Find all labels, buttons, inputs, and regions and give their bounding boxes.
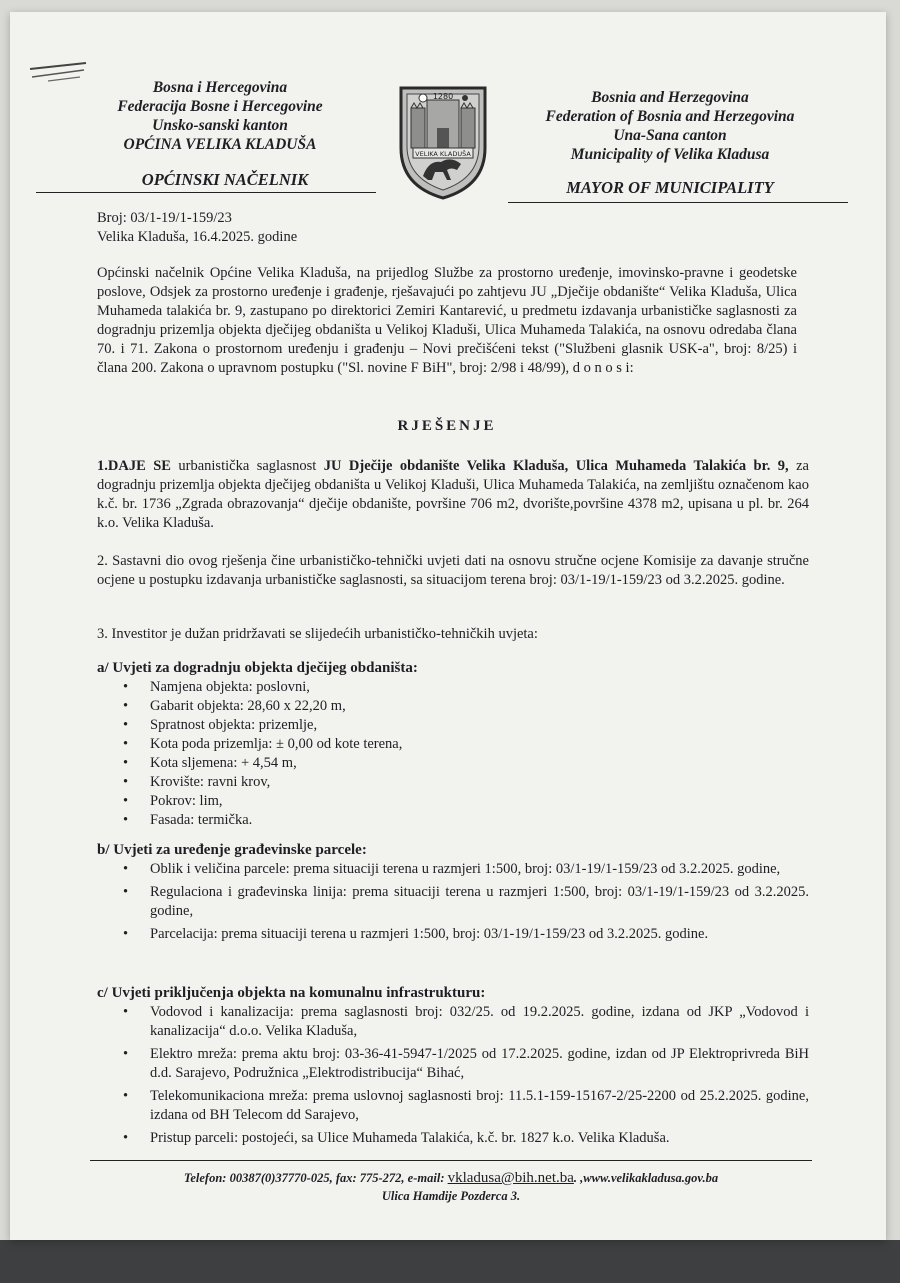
item-1-plain-b: za dogradnju prizemlja objekta dječijeg obdaništa u Velikoj Kladuši, Ulica Muhameda Talakića, na zemljištu označenom kao k.č. br. 1736 „Zgrada obrazovanja“ dječije obdanište, površine 706 m2, dvorište,površine 4378 m2, upisana u pl. br. 264 k.o. Velika Kladuša.	[97, 458, 809, 531]
list-item	[123, 735, 809, 754]
header-right-line-2: Federation of Bosnia and Herzegovina	[545, 108, 795, 125]
footer-web: . ,www.velikakladusa.gov.ba	[573, 1171, 719, 1185]
list-item-text: Vodovod i kanalizacija: prema saglasnosti broj: 032/25. od 19.2.2025. godine, izdana od JKP „Vodovod i kanalizacija“ d.o.o. Velika Kladuša,	[150, 1004, 809, 1039]
crest-name: VELIKA KLADUŠA	[415, 150, 471, 158]
list-item-text: Kota poda prizemlja: ± 0,00 od kote terena,	[150, 736, 403, 752]
header-left-rule	[36, 192, 376, 193]
header-right-line-4: Municipality of Velika Kladusa	[570, 146, 770, 163]
list-item	[123, 678, 809, 697]
pen-mark	[28, 57, 88, 87]
header-right-title: MAYOR OF MUNICIPALITY	[566, 178, 774, 197]
section-b-heading: b/ Uvjeti za uređenje građevinske parcele:	[97, 842, 367, 858]
section-a	[97, 659, 809, 830]
section-c-list	[97, 1003, 809, 1148]
header-right-line-1: Bosnia and Herzegovina	[591, 89, 749, 106]
footer-contact	[90, 1169, 812, 1187]
header-left-line-3: Unsko-sanski kanton	[152, 117, 288, 134]
header-left-title: OPĆINSKI NAČELNIK	[141, 170, 309, 189]
floor-background	[0, 1240, 900, 1283]
list-item	[123, 860, 809, 879]
header-right-rule	[508, 202, 848, 203]
list-item	[123, 1087, 809, 1125]
list-item	[123, 716, 809, 735]
bullet-icon: •	[123, 717, 129, 733]
list-item-text: Namjena objekta: poslovni,	[150, 679, 310, 695]
item-1-bold-a: 1.DAJE SE	[97, 458, 171, 474]
header-left-line-4: OPĆINA VELIKA KLADUŠA	[123, 136, 317, 153]
item-2-text: 2. Sastavni dio ovog rješenja čine urbanističko-tehnički uvjeti dati na osnovu stručne ocjene Komisije za davanje stručne ocjene u postupku izdavanja urbanističke saglasnosti, sa situacijom terena broj: 03/1-19/1-159/23 od 3.2.2025. godine.	[97, 553, 809, 588]
item-3-text: 3. Investitor je dužan pridržavati se slijedećih urbanističko-tehničkih uvjeta:	[97, 626, 538, 642]
list-item	[123, 811, 809, 830]
item-3	[97, 625, 809, 644]
bullet-icon: •	[123, 1004, 129, 1020]
footer-phone: Telefon: 00387(0)37770-025, fax: 775-272, e-mail:	[183, 1171, 448, 1185]
bullet-icon: •	[123, 1046, 129, 1062]
list-item-text: Regulaciona i građevinska linija: prema situaciji terena u razmjeri 1:500, broj: 03/1-19/1-159/23 od 3.2.2025. godine,	[150, 884, 809, 919]
bullet-icon: •	[123, 698, 129, 714]
list-item-text: Parcelacija: prema situaciji terena u razmjeri 1:500, broj: 03/1-19/1-159/23 od 3.2.2025. godine.	[150, 926, 709, 942]
document-page	[10, 12, 886, 1240]
bullet-icon: •	[123, 884, 129, 900]
list-item	[123, 697, 809, 716]
list-item	[123, 792, 809, 811]
footer-rule	[90, 1160, 812, 1161]
item-1-text	[97, 457, 809, 533]
item-2	[97, 552, 809, 590]
intro-paragraph	[97, 264, 797, 378]
bullet-icon: •	[123, 1088, 129, 1104]
document-date: Velika Kladuša, 16.4.2025. godine	[97, 229, 298, 245]
list-item	[123, 773, 809, 792]
list-item-text: Fasada: termička.	[150, 812, 253, 828]
bullet-icon: •	[123, 926, 129, 942]
decision-title: RJEŠENJE	[397, 418, 497, 434]
municipality-crest-icon	[393, 78, 493, 202]
list-item-text: Pokrov: lim,	[150, 793, 223, 809]
intro-text: Općinski načelnik Općine Velika Kladuša, na prijedlog Službe za prostorno uređenje, imovinsko-pravne i geodetske poslove, Odsjek za prostorno uređenje i građenje, rješavajući po zahtjevu JU „Dječije obdanište“ Velika Kladuša, Ulica Muhameda talakića br. 9, zastupano po direktorici Zemiri Kantarević, u predmetu izdavanja urbanističke saglasnosti za dogradnju prizemlja objekta dječijeg obdaništa u Velikoj Kladuši, Ulica Muhameda Talakića, na osnovu odredaba člana 70. i 71. Zakona o prostornom uređenju i građenju – Novi prečišćeni tekst ("Službeni glasnik USK-a", broj: 8/25) i člana 200. Zakona o upravnom postupku ("Sl. novine F BiH", broj: 2/98 i 48/99), d o n o s i:	[97, 265, 797, 376]
header-left-line-1: Bosna i Hercegovina	[152, 79, 288, 96]
list-item	[123, 754, 809, 773]
list-item-text: Pristup parceli: postojeći, sa Ulice Muhameda Talakića, k.č. br. 1827 k.o. Velika Kladuša.	[150, 1130, 670, 1146]
section-b-list	[97, 860, 809, 944]
section-a-heading: a/ Uvjeti za dogradnju objekta dječijeg obdaništa:	[97, 660, 418, 676]
footer-address: Ulica Hamdije Pozderca 3.	[381, 1189, 521, 1203]
item-1-bold-b: JU Dječije obdanište Velika Kladuša, Ulica Muhameda Talakića br. 9,	[323, 458, 789, 474]
list-item	[123, 925, 809, 944]
list-item-text: Krovište: ravni krov,	[150, 774, 271, 790]
header-right-line-3: Una-Sana canton	[613, 127, 727, 144]
footer-email-link[interactable]: vkladusa@bih.net.ba	[447, 1170, 574, 1186]
list-item	[123, 1003, 809, 1041]
list-item-text: Spratnost objekta: prizemlje,	[150, 717, 318, 733]
document-meta	[97, 209, 297, 247]
crest-year: 1280	[432, 92, 454, 101]
list-item	[123, 1129, 809, 1148]
list-item	[123, 883, 809, 921]
list-item-text: Oblik i veličina parcele: prema situaciji terena u razmjeri 1:500, broj: 03/1-19/1-159/23 od 3.2.2025. godine,	[150, 861, 781, 877]
item-1	[97, 457, 809, 533]
bullet-icon: •	[123, 812, 129, 828]
header-left	[100, 78, 340, 154]
section-c	[97, 984, 809, 1148]
bullet-icon: •	[123, 736, 129, 752]
bullet-icon: •	[123, 679, 129, 695]
bullet-icon: •	[123, 774, 129, 790]
header-left-line-2: Federacija Bosne i Hercegovine	[117, 98, 323, 115]
bullet-icon: •	[123, 1130, 129, 1146]
bullet-icon: •	[123, 793, 129, 809]
footer	[90, 1169, 812, 1205]
section-b	[97, 841, 809, 944]
list-item-text: Elektro mreža: prema aktu broj: 03-36-41-5947-1/2025 od 17.2.2025. godine, izdan od JP Elektroprivreda BiH d.d. Sarajevo, Podružnica „Elektrodistribucija“ Bihać,	[150, 1046, 809, 1081]
bullet-icon: •	[123, 755, 129, 771]
item-1-plain-a: urbanistička saglasnost	[170, 458, 324, 474]
section-c-heading: c/ Uvjeti priključenja objekta na komunalnu infrastrukturu:	[97, 985, 486, 1001]
list-item-text: Kota sljemena: + 4,54 m,	[150, 755, 297, 771]
list-item	[123, 1045, 809, 1083]
bullet-icon: •	[123, 861, 129, 877]
list-item-text: Telekomunikaciona mreža: prema uslovnoj saglasnosti broj: 11.5.1-159-15167-2/25-2200 od 25.2.2025. godine, izdana od BH Telecom dd Sarajevo,	[150, 1088, 809, 1123]
document-number: Broj: 03/1-19/1-159/23	[97, 210, 232, 226]
list-item-text: Gabarit objekta: 28,60 x 22,20 m,	[150, 698, 346, 714]
section-a-list	[97, 678, 809, 830]
header-right	[520, 88, 820, 164]
